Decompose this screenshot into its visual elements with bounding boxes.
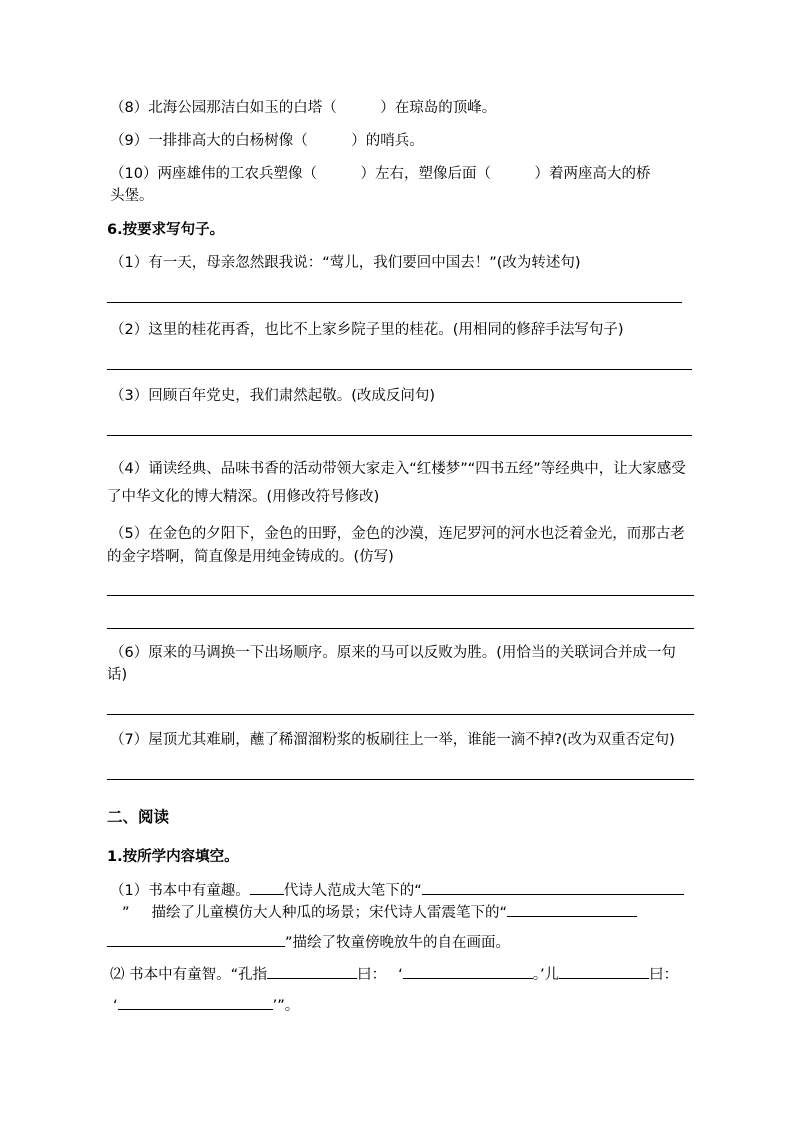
fill-2-intro: ⑵ 书本中有童智。“孔指 (110, 967, 268, 983)
reading-question-1-title: 1.按所学内容填空。 (107, 849, 239, 865)
poem-blank-2a[interactable] (507, 900, 637, 917)
fill-2-quote-close: ’”。 (272, 998, 300, 1014)
sentence-2: （2）这里的桂花再香，也比不上家乡院子里的桂花。(用相同的修辞手法写句子) (110, 322, 624, 338)
sentence-7: （7）屋顶尤其难刷，蘸了稀溜溜粉浆的板刷往上一举，谁能一滴不掉?(改为双重否定句) (110, 732, 675, 748)
section-2-title: 二、阅读 (107, 808, 170, 826)
answer-line-7[interactable] (107, 779, 694, 780)
answer-line-5b[interactable] (107, 628, 694, 629)
sentence-5-line1: （5）在金色的夕阳下，金色的田野，金色的沙漠，连尼罗河的河水也泛着金光，而那古老 (110, 526, 685, 542)
sentence-4-line2: 了中华文化的博大精深。(用修改符号修改) (107, 489, 380, 505)
fill-2-said-1: 曰： (357, 967, 387, 983)
sentence-6-line1: （6）原来的马调换一下出场顺序。原来的马可以反败为胜。(用恰当的关联词合并成一句 (110, 645, 676, 661)
fill-1-end: ”描绘了牧童傍晚放牛的自在画面。 (285, 935, 511, 951)
answer-line-2[interactable] (107, 369, 692, 370)
fill-2-said-2: 曰： (649, 967, 679, 983)
question-10-line2: 头堡。 (110, 188, 154, 204)
answer-line-6[interactable] (107, 714, 694, 715)
fill-1-line3 (107, 930, 510, 953)
dynasty-blank[interactable] (250, 878, 284, 895)
fill-2-line2 (113, 993, 299, 1016)
poem-blank-2b[interactable] (107, 930, 285, 947)
answer-line-3[interactable] (107, 435, 692, 436)
fill-2-line1 (110, 962, 678, 985)
question-9: （9）一排排高大的白杨树像（ ）的哨兵。 (110, 133, 424, 149)
sentence-1: （1）有一天，母亲忽然跟我说：“莺儿，我们要回中国去！”(改为转述句) (110, 255, 581, 271)
question-8: （8）北海公园那洁白如玉的白塔（ ）在琼岛的顶峰。 (110, 100, 497, 116)
answer-line-1[interactable] (107, 302, 682, 303)
fill-2-quote-open-1: ‘ (398, 967, 403, 983)
poem-blank-1[interactable] (422, 878, 684, 895)
answer-line-5a[interactable] (107, 595, 694, 596)
fill-1-close-quote: ” (122, 905, 130, 921)
child-said-blank[interactable] (118, 993, 273, 1010)
kong-said-blank[interactable] (403, 962, 533, 979)
sentence-5-line2: 的金字塔啊，简直像是用纯金铸成的。(仿写) (107, 549, 394, 565)
fill-2-quote-open-2: ‘ (113, 998, 118, 1014)
fill-1-line2 (122, 900, 637, 923)
question-10-line1: （10）两座雄伟的工农兵塑像（ ）左右，塑像后面（ ）着两座高大的桥 (110, 166, 651, 182)
section-6-title: 6.按要求写句子。 (107, 222, 225, 238)
sentence-6-line2: 话) (107, 667, 128, 683)
child-blank[interactable] (559, 962, 649, 979)
fill-1-desc: 描绘了儿童模仿大人种瓜的场景；宋代诗人雷震笔下的“ (151, 905, 508, 921)
fill-1-poet: 代诗人范成大笔下的“ (283, 883, 422, 899)
fill-2-child: 。’儿 (532, 967, 560, 983)
kong-blank[interactable] (267, 962, 357, 979)
sentence-4-line1: （4）诵读经典、品味书香的活动带领大家走入“红楼梦”“四书五经”等经典中，让大家感受 (110, 461, 686, 477)
sentence-3: （3）回顾百年党史，我们肃然起敬。(改成反问句) (110, 388, 436, 404)
fill-1-intro: （1）书本中有童趣。 (110, 883, 250, 899)
fill-1-line1 (110, 878, 684, 901)
